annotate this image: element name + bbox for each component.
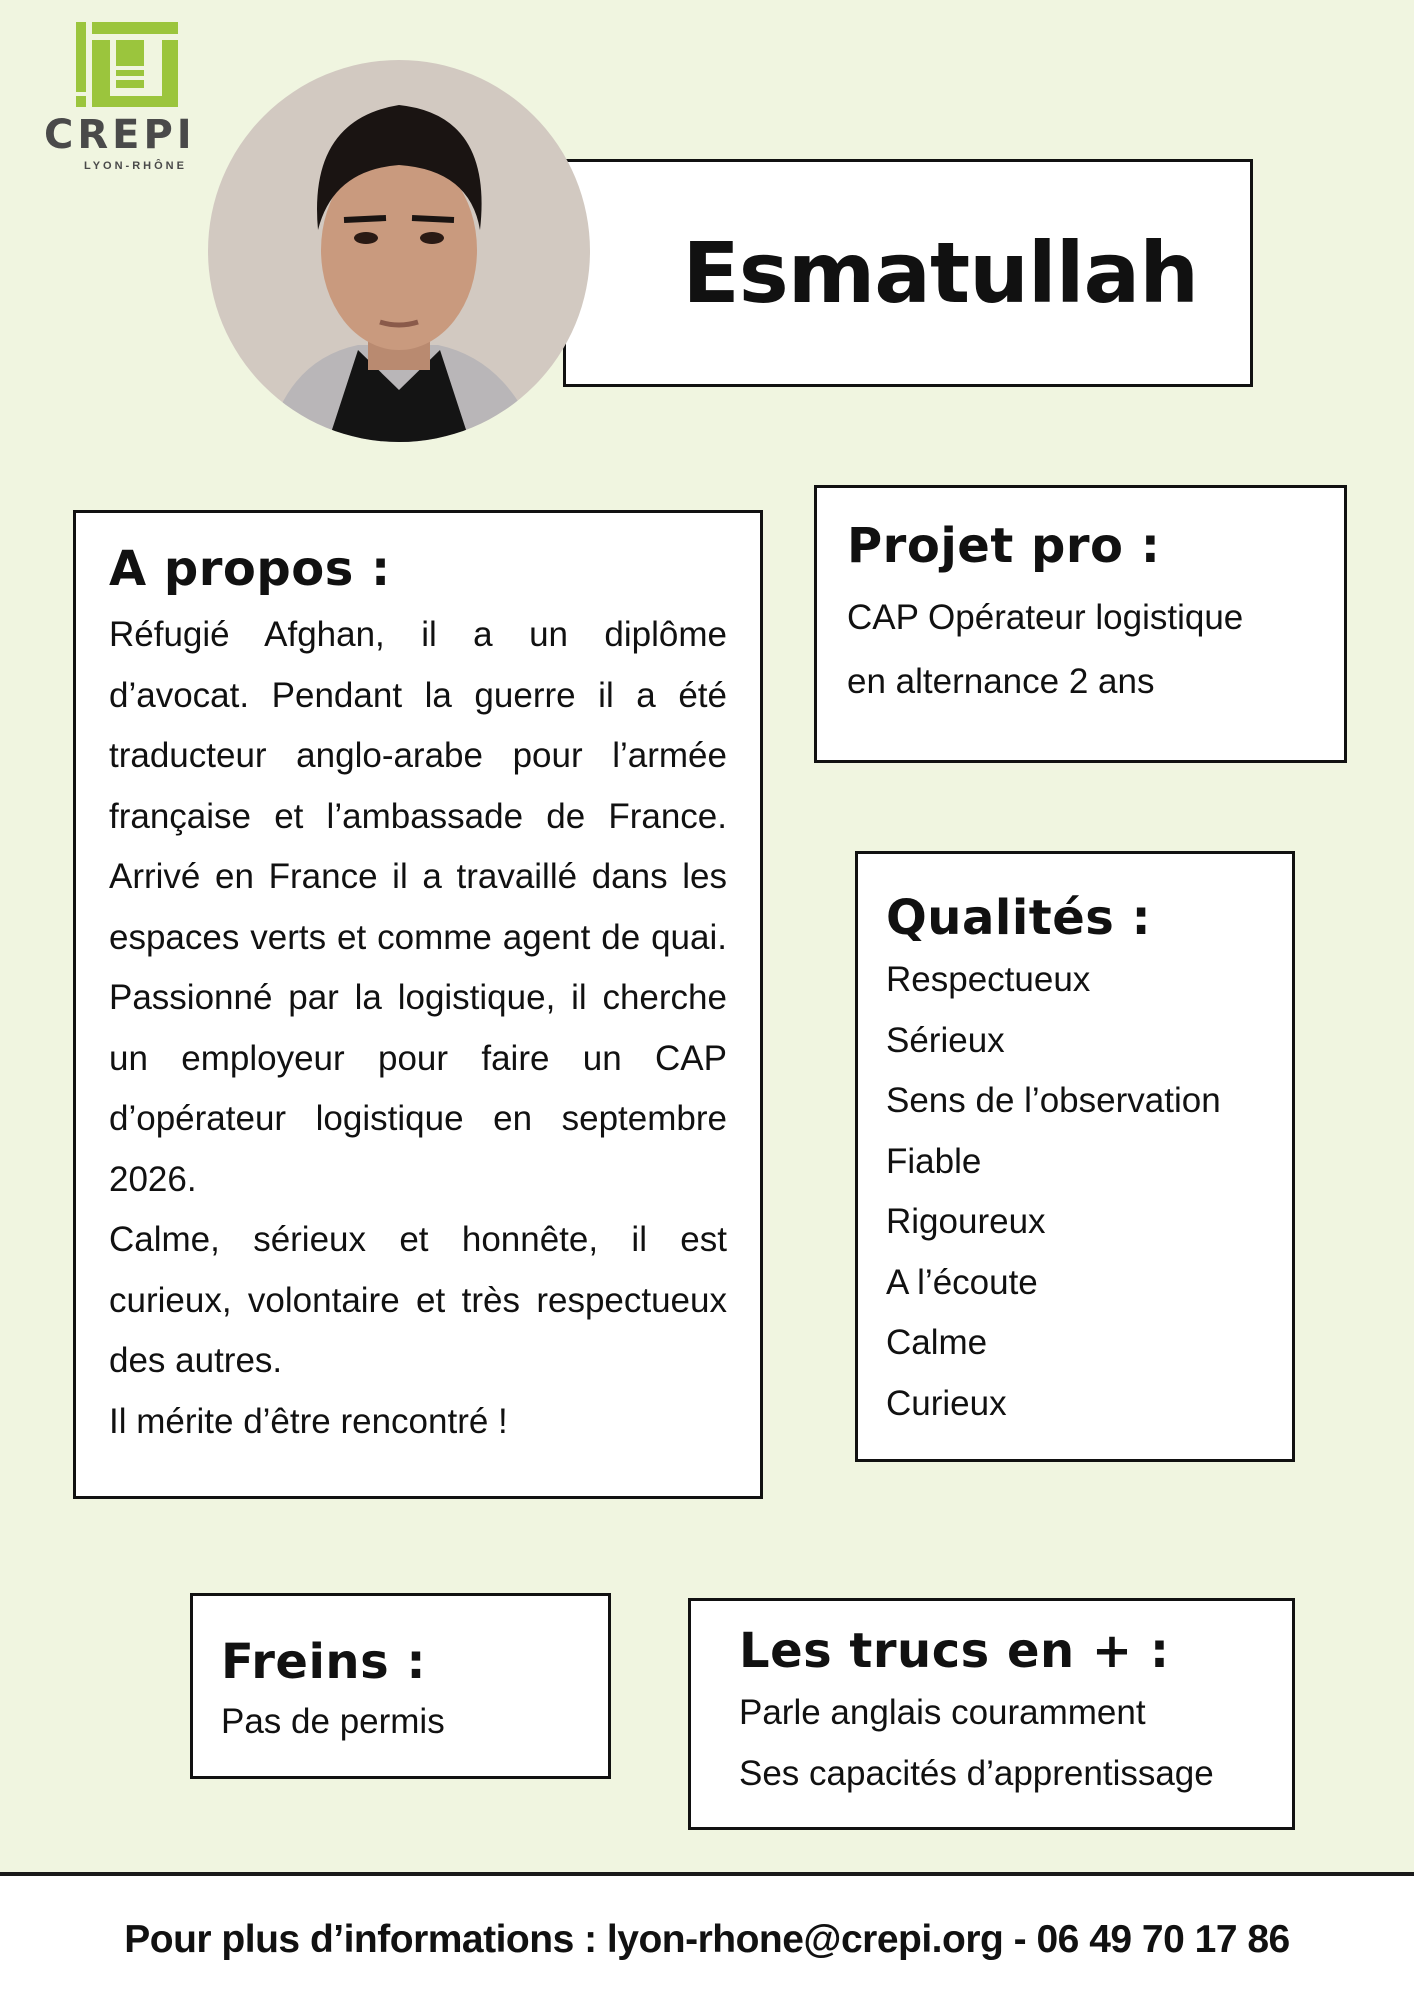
qualities-title: Qualités :	[886, 890, 1152, 946]
quality-item: Calme	[886, 1323, 988, 1362]
project-line: CAP Opérateur logistique	[847, 598, 1244, 637]
brakes-title: Freins :	[221, 1634, 427, 1690]
quality-item: Sérieux	[886, 1020, 1005, 1060]
about-box	[73, 510, 763, 1499]
name-box	[563, 159, 1253, 387]
quality-item: Fiable	[886, 1141, 982, 1181]
logo-text: CREPI	[44, 112, 196, 158]
project-line: en alternance 2 ans	[847, 662, 1155, 701]
about-title: A propos :	[109, 541, 391, 597]
quality-item: Curieux	[886, 1383, 1007, 1423]
project-title: Projet pro :	[847, 518, 1161, 574]
quality-item: Respectueux	[886, 960, 1091, 999]
qualities-box	[855, 851, 1295, 1462]
brakes-box	[190, 1593, 611, 1779]
candidate-photo	[208, 60, 590, 442]
extras-box	[688, 1598, 1295, 1830]
project-box	[814, 485, 1347, 763]
crepi-logo-icon	[40, 18, 210, 113]
logo-subtitle: LYON-RHÔNE	[84, 160, 187, 172]
about-paragraph: Calme, sérieux et honnête, il est curieux, volontaire et très respectueux des autres.	[109, 1220, 727, 1380]
about-paragraph: Il mérite d’être rencontré !	[109, 1401, 508, 1441]
candidate-name: Esmatullah	[682, 224, 1198, 322]
extra-item: Parle anglais couramment	[739, 1693, 1146, 1732]
quality-item: Rigoureux	[886, 1202, 1046, 1241]
quality-item: Sens de l’observation	[886, 1081, 1221, 1120]
about-paragraph: Réfugié Afghan, il a un diplôme d’avocat. Pendant la guerre il a été traducteur anglo-arabe pour l’armée française et l’ambassade de France. Arrivé en France il a travaillé dans les espaces verts et comme agent de quai. Passionné par la logistique, il cherche un employeur pour faire un CAP d’opérateur logistique en septembre 2026.	[109, 615, 727, 1199]
quality-item: A l’écoute	[886, 1262, 1038, 1302]
footer-contact: Pour plus d’informations : lyon-rhone@crepi.org - 06 49 70 17 86	[124, 1918, 1290, 1961]
extras-title: Les trucs en + :	[739, 1623, 1170, 1679]
brake-item: Pas de permis	[221, 1702, 445, 1741]
extra-item: Ses capacités d’apprentissage	[739, 1753, 1214, 1793]
